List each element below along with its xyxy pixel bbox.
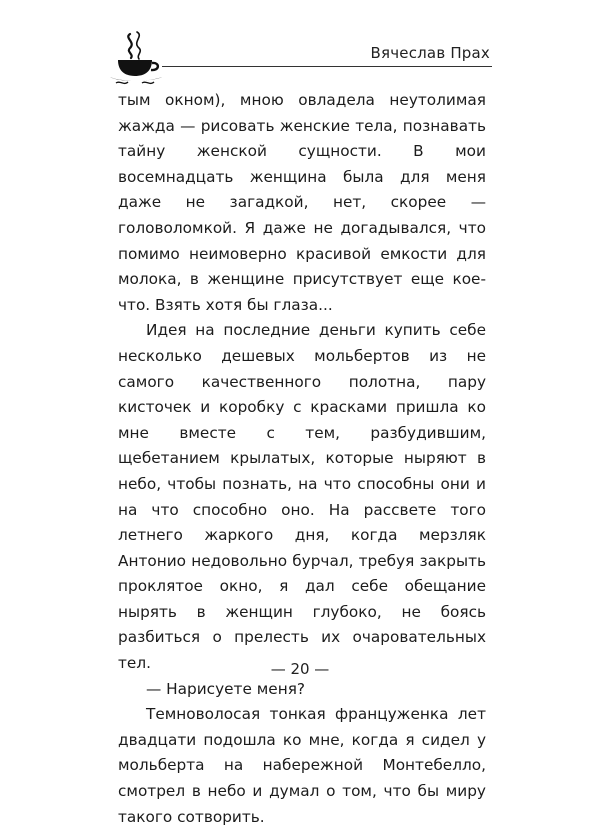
paragraph-4: Темноволосая тонкая француженка лет двадцати подошла ко мне, когда я сидел у мольберта на набережной Монтебелло, смотрел в небо и думал о том, что бы миру такого сотворить. bbox=[118, 705, 486, 826]
header-divider bbox=[162, 66, 492, 67]
page-body bbox=[118, 88, 486, 830]
paragraph-2: Идея на последние деньги купить себе несколько дешевых мольбертов из не самого качественного полотна, пару кисточек и коробку с красками пришла ко мне вместе с тем, разбудившим, щебетанием крылатых, которые ныряют в небо, чтобы познать, на что способны они и на что способно оно. На рассвете того летнего жаркого дня, когда мерзляк Антонио недовольно бурчал, требуя закрыть проклятое окно, я дал себе обещание нырять в женщин глубоко, не боясь разбиться о прелесть их очаровательных тел. bbox=[118, 321, 486, 673]
running-header-author: Вячеслав Прах bbox=[370, 44, 490, 62]
paragraph-1: тым окном), мною овладела неутолимая жажда — рисовать женские тела, познавать тайну женской сущности. В мои восемнадцать женщина была для меня даже не загадкой, нет, скорее — головоломкой. Я даже не догадывался, что помимо неимоверно красивой емкости для молока, в женщине присутствует еще кое-что. Взять хотя бы глаза... bbox=[118, 91, 486, 314]
steaming-cup-icon bbox=[106, 30, 166, 86]
page-number: — 20 — bbox=[270, 660, 330, 678]
paragraph-3-dialogue: — Нарисуете меня? bbox=[146, 679, 306, 698]
